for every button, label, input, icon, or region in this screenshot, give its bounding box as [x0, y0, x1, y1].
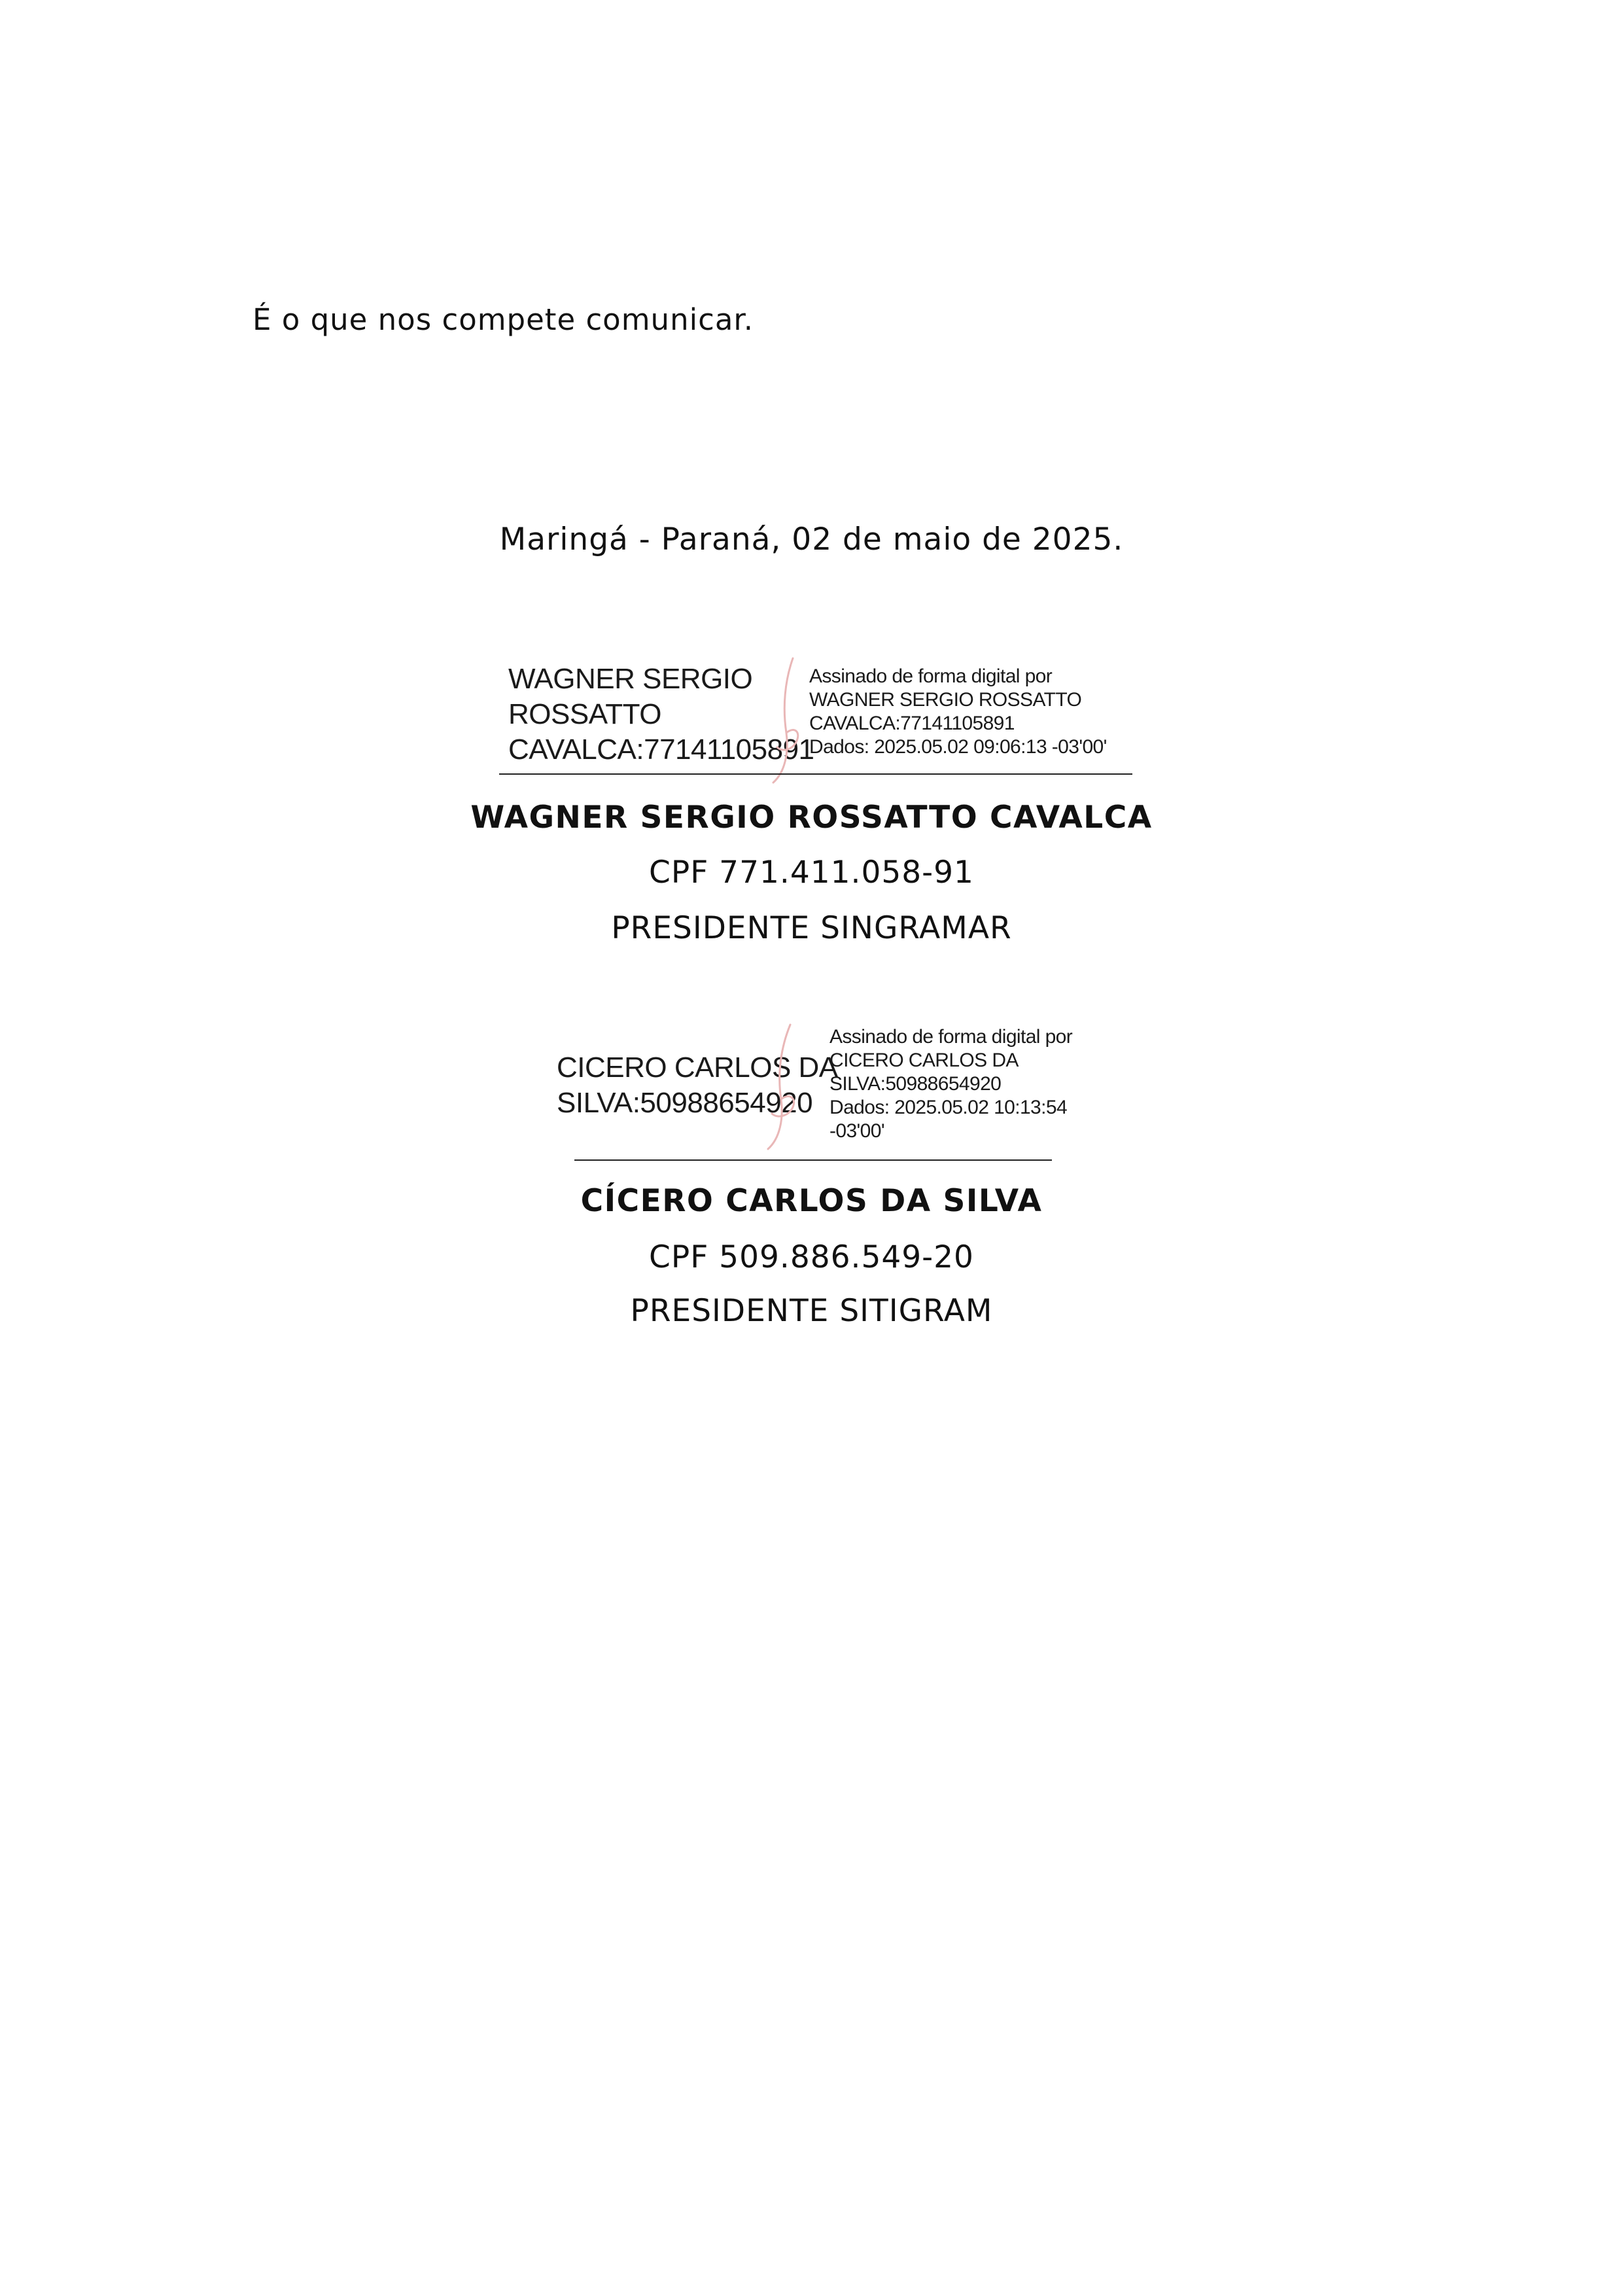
closing-text: É o que nos compete comunicar.	[253, 302, 754, 337]
signer-cpf: CPF 771.411.058-91	[649, 855, 974, 891]
signer-role: PRESIDENTE SITIGRAM	[630, 1293, 993, 1329]
signer-name: CÍCERO CARLOS DA SILVA	[580, 1183, 1043, 1219]
signature-info-line: Assinado de forma digital por	[809, 665, 1053, 687]
signature-name-line: CICERO CARLOS DA	[557, 1051, 838, 1084]
signature-name-line: SILVA:50988654920	[557, 1087, 813, 1119]
signer-role: PRESIDENTE SINGRAMAR	[611, 910, 1012, 946]
signature-info-line: CICERO CARLOS DA	[829, 1050, 1019, 1071]
digital-signature-info	[809, 665, 1107, 759]
signature-mark-icon	[751, 1021, 810, 1152]
signature-line	[499, 773, 1132, 775]
signature-info-line: Dados: 2025.05.02 10:13:54	[829, 1097, 1068, 1118]
signature-name-line: CAVALCA:77141105891	[508, 733, 814, 766]
signature-name-line: WAGNER SERGIO	[508, 663, 753, 695]
signature-info-line: CAVALCA:77141105891	[809, 713, 1015, 734]
signature-info-line: -03'00'	[829, 1120, 884, 1142]
signature-name-line: ROSSATTO	[508, 698, 661, 730]
signer-name: WAGNER SERGIO ROSSATTO CAVALCA	[470, 800, 1153, 836]
digital-signature-info	[829, 1025, 1072, 1143]
place-date: Maringá - Paraná, 02 de maio de 2025.	[499, 521, 1124, 557]
signer-cpf: CPF 509.886.549-20	[649, 1239, 974, 1275]
signature-info-line: Dados: 2025.05.02 09:06:13 -03'00'	[809, 736, 1107, 758]
signature-info-line: SILVA:50988654920	[829, 1073, 1002, 1095]
signature-info-line: Assinado de forma digital por	[829, 1026, 1073, 1048]
signature-info-line: WAGNER SERGIO ROSSATTO	[809, 689, 1082, 711]
signature-line	[574, 1159, 1052, 1161]
signature-mark-icon	[759, 654, 811, 785]
